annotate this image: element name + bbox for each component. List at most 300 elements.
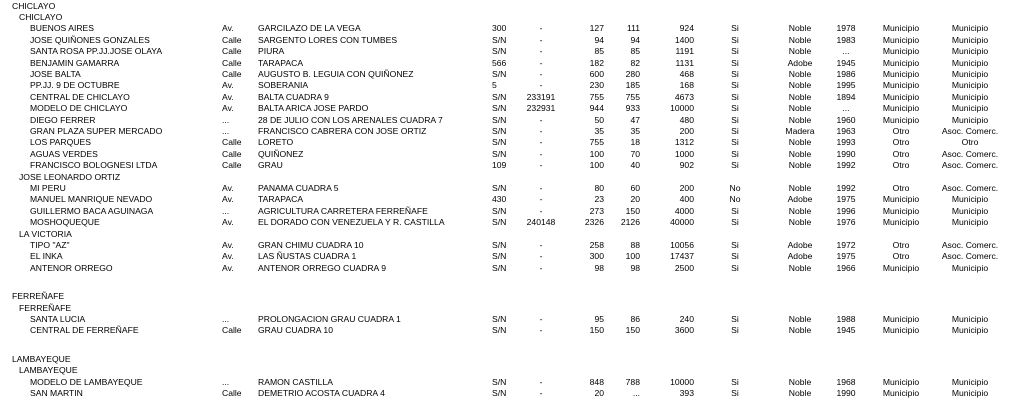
owner: Municipio [882, 194, 920, 205]
address: TARAPACA [258, 194, 304, 205]
flag: Si [731, 23, 739, 34]
value-2: ... [632, 388, 640, 399]
code: - [539, 376, 543, 387]
value-1: 848 [589, 376, 604, 387]
street-type: Calle [222, 68, 242, 79]
street-type: ... [222, 205, 230, 216]
flag: Si [731, 314, 739, 324]
year: 1990 [836, 148, 856, 159]
material: Noble [788, 262, 812, 273]
value-3: 480 [679, 114, 694, 125]
table-row [0, 92, 1010, 103]
street-type: Av. [222, 262, 234, 273]
street-number: S/N [492, 376, 507, 387]
owner: Municipio [882, 57, 920, 68]
market-name: JOSE QUIÑONES GONZALES [30, 34, 150, 45]
street-number: S/N [492, 205, 507, 216]
street-type: Av. [222, 91, 234, 102]
address: PANAMA CUADRA 5 [258, 182, 339, 193]
flag: Si [731, 251, 739, 262]
table-row [0, 194, 1010, 205]
province-header [0, 354, 1010, 365]
table-row [0, 23, 1010, 34]
year: 1945 [836, 325, 856, 336]
street-number: S/N [492, 262, 507, 273]
owner: Municipio [882, 23, 920, 34]
owner: Otro [892, 239, 910, 250]
material: Noble [788, 137, 812, 148]
year: 1975 [836, 194, 856, 205]
owner: Municipio [882, 388, 920, 399]
value-1: 23 [594, 194, 604, 205]
code: - [539, 388, 543, 399]
year: 1972 [836, 239, 856, 250]
code: - [539, 194, 543, 205]
value-1: 755 [589, 137, 604, 148]
value-3: 240 [679, 314, 694, 324]
value-2: 40 [630, 160, 640, 171]
market-name: BENJAMIN GAMARRA [30, 57, 120, 68]
code: - [539, 325, 543, 336]
address: GRAN CHIMU CUADRA 10 [258, 239, 364, 250]
district-name: LA VICTORIA [19, 228, 72, 239]
flag: Si [731, 262, 739, 273]
code: - [539, 205, 543, 216]
owner: Municipio [882, 80, 920, 91]
table-row [0, 137, 1010, 148]
value-3: 1191 [675, 46, 694, 57]
value-2: 20 [630, 194, 640, 205]
value-1: 95 [594, 314, 604, 324]
value-1: 20 [594, 388, 604, 399]
value-1: 300 [589, 251, 604, 262]
street-type: Calle [222, 160, 242, 171]
table-row [0, 160, 1010, 171]
street-type: Calle [222, 46, 242, 57]
value-3: 4673 [674, 91, 694, 102]
street-number: S/N [492, 314, 507, 324]
street-type: Calle [222, 137, 242, 148]
street-type: ... [222, 314, 230, 324]
market-name: SAN MARTIN [30, 388, 83, 399]
address: BALTA ARICA JOSE PARDO [258, 103, 369, 114]
material: Adobe [787, 57, 813, 68]
market-name: ANTENOR ORREGO [30, 262, 113, 273]
table-row [0, 217, 1010, 228]
table-row [0, 377, 1010, 388]
street-type: Calle [222, 148, 242, 159]
market-name: MANUEL MANRIQUE NEVADO [30, 194, 153, 205]
flag: Si [731, 114, 739, 125]
code: - [539, 46, 543, 57]
code: - [539, 239, 543, 250]
value-2: 755 [625, 91, 640, 102]
material: Noble [788, 314, 812, 324]
value-3: 1400 [674, 34, 694, 45]
address: AUGUSTO B. LEGUIA CON QUIÑONEZ [258, 68, 414, 79]
market-name: JOSE BALTA [30, 68, 81, 79]
value-2: 788 [625, 376, 640, 387]
administrator: Municipio [951, 114, 989, 125]
street-number: 109 [492, 160, 507, 171]
value-3: 200 [679, 125, 694, 136]
district-name: LAMBAYEQUE [19, 365, 78, 376]
administrator: Municipio [951, 91, 989, 102]
table-row [0, 240, 1010, 251]
address: 28 DE JULIO CON LOS ARENALES CUADRA 7 [258, 114, 443, 125]
market-name: MI PERU [30, 182, 66, 193]
value-2: 280 [625, 68, 640, 79]
value-3: 400 [679, 194, 694, 205]
code: - [539, 262, 543, 273]
value-1: 600 [589, 68, 604, 79]
owner: Otro [892, 137, 910, 148]
year: 1976 [836, 217, 856, 228]
province-name: CHICLAYO [12, 0, 56, 11]
owner: Municipio [882, 262, 920, 273]
street-number: S/N [492, 148, 507, 159]
value-2: 70 [630, 148, 640, 159]
material: Noble [788, 46, 812, 57]
administrator: Municipio [951, 217, 989, 228]
table-row [0, 183, 1010, 194]
address: FRANCISCO CABRERA CON JOSE ORTIZ [258, 125, 427, 136]
street-number: S/N [492, 388, 507, 399]
material: Noble [788, 182, 812, 193]
year: 1945 [836, 57, 856, 68]
administrator: Municipio [951, 376, 989, 387]
market-name: CENTRAL DE CHICLAYO [30, 91, 130, 102]
owner: Municipio [882, 68, 920, 79]
flag: No [729, 194, 741, 205]
owner: Municipio [882, 114, 920, 125]
market-name: GRAN PLAZA SUPER MERCADO [30, 125, 163, 136]
code: 233191 [526, 91, 556, 102]
flag: Si [731, 325, 739, 336]
value-1: 2326 [584, 217, 604, 228]
street-type: Av. [222, 182, 234, 193]
street-type: ... [222, 376, 230, 387]
street-number: S/N [492, 217, 507, 228]
district-header [0, 12, 1010, 23]
address: ANTENOR ORREGO CUADRA 9 [258, 262, 386, 273]
address: DEMETRIO ACOSTA CUADRA 4 [258, 388, 385, 399]
administrator: Municipio [951, 314, 989, 324]
flag: Si [731, 91, 739, 102]
street-number: S/N [492, 68, 507, 79]
value-2: 185 [625, 80, 640, 91]
district-name: FERREÑAFE [19, 302, 72, 313]
market-name: SANTA ROSA PP.JJ.JOSE OLAYA [30, 46, 163, 57]
flag: Si [731, 80, 739, 91]
street-number: S/N [492, 114, 507, 125]
material: Noble [788, 103, 812, 114]
year: 1978 [836, 23, 856, 34]
flag: Si [731, 103, 739, 114]
owner: Municipio [882, 217, 920, 228]
flag: Si [731, 125, 739, 136]
code: - [539, 114, 543, 125]
code: - [539, 137, 543, 148]
address: RAMON CASTILLA [258, 376, 333, 387]
market-name: BUENOS AIRES [30, 23, 94, 34]
table-row [0, 251, 1010, 262]
address: EL DORADO CON VENEZUELA Y R. CASTILLA [258, 217, 445, 228]
value-3: 468 [679, 68, 694, 79]
district-header [0, 303, 1010, 314]
year: 1968 [836, 376, 856, 387]
value-2: 82 [630, 57, 640, 68]
street-type: ... [222, 125, 230, 136]
year: 1992 [836, 160, 856, 171]
table-row [0, 46, 1010, 57]
province-name: FERREÑAFE [12, 291, 65, 302]
owner: Municipio [882, 91, 920, 102]
code: - [539, 148, 543, 159]
street-type: Calle [222, 388, 242, 399]
street-number: S/N [492, 251, 507, 262]
value-1: 98 [594, 262, 604, 273]
market-name: TIPO "AZ" [30, 239, 70, 250]
street-number: S/N [492, 137, 507, 148]
district-header [0, 365, 1010, 376]
address: BALTA CUADRA 9 [258, 91, 329, 102]
value-3: 40000 [670, 217, 694, 228]
year: 1963 [836, 125, 856, 136]
material: Adobe [787, 251, 813, 262]
table-row [0, 314, 1010, 325]
administrator: Municipio [951, 205, 989, 216]
owner: Otro [892, 125, 910, 136]
owner: Otro [892, 160, 910, 171]
code: - [539, 80, 543, 91]
value-1: 50 [594, 114, 604, 125]
administrator: Asoc. Comerc. [941, 160, 999, 171]
value-3: 1000 [674, 148, 694, 159]
value-2: 47 [630, 114, 640, 125]
value-2: 86 [630, 314, 640, 324]
administrator: Asoc. Comerc. [941, 182, 999, 193]
year: 1993 [836, 137, 856, 148]
year: 1986 [836, 68, 856, 79]
market-name: MODELO DE LAMBAYEQUE [30, 376, 143, 387]
value-2: 111 [626, 23, 640, 34]
street-number: S/N [492, 182, 507, 193]
value-2: 150 [625, 325, 640, 336]
value-3: 902 [679, 160, 694, 171]
material: Noble [788, 205, 812, 216]
street-number: S/N [492, 325, 507, 336]
year: 1894 [836, 91, 856, 102]
material: Madera [785, 125, 815, 136]
address: AGRICULTURA CARRETERA FERREÑAFE [258, 205, 428, 216]
market-name: EL INKA [30, 251, 63, 262]
street-number: 566 [492, 57, 507, 68]
street-type: Av. [222, 23, 234, 34]
year: 1995 [836, 80, 856, 91]
value-1: 100 [589, 148, 604, 159]
table-row [0, 206, 1010, 217]
value-3: 393 [679, 388, 694, 399]
value-3: 10000 [670, 376, 694, 387]
code: - [539, 23, 543, 34]
value-2: 35 [630, 125, 640, 136]
code: - [539, 34, 543, 45]
material: Noble [788, 376, 812, 387]
market-name: PP.JJ. 9 DE OCTUBRE [30, 80, 120, 91]
flag: Si [731, 148, 739, 159]
year: 1975 [836, 251, 856, 262]
flag: Si [731, 57, 739, 68]
value-3: 168 [679, 80, 694, 91]
material: Noble [788, 388, 812, 399]
street-type: Calle [222, 34, 242, 45]
owner: Otro [892, 182, 910, 193]
address: GRAU CUADRA 10 [258, 325, 333, 336]
address: LORETO [258, 137, 294, 148]
material: Noble [788, 91, 812, 102]
year: ... [842, 103, 850, 114]
value-1: 94 [594, 34, 604, 45]
code: - [539, 125, 543, 136]
owner: Municipio [882, 34, 920, 45]
street-number: S/N [492, 239, 507, 250]
value-2: 88 [630, 239, 640, 250]
street-type: Calle [222, 57, 242, 68]
market-name: GUILLERMO BACA AGUINAGA [30, 205, 154, 216]
street-type: Av. [222, 80, 234, 91]
address: PIURA [258, 46, 285, 57]
street-number: S/N [492, 34, 507, 45]
street-type: Av. [222, 103, 234, 114]
material: Adobe [787, 194, 813, 205]
year: 1960 [836, 114, 856, 125]
street-type: Av. [222, 239, 234, 250]
administrator: Municipio [951, 68, 989, 79]
street-number: 300 [492, 23, 507, 34]
market-name: MODELO DE CHICLAYO [30, 103, 128, 114]
administrator: Asoc. Comerc. [941, 239, 999, 250]
value-1: 230 [589, 80, 604, 91]
street-number: S/N [492, 46, 507, 57]
administrator: Asoc. Comerc. [941, 251, 999, 262]
address: GARCILAZO DE LA VEGA [258, 23, 361, 34]
year: ... [842, 46, 850, 57]
administrator: Municipio [951, 388, 989, 399]
value-3: 10000 [670, 103, 694, 114]
material: Noble [788, 325, 812, 336]
market-name: DIEGO FERRER [30, 114, 96, 125]
flag: Si [731, 388, 739, 399]
material: Noble [788, 114, 812, 125]
value-3: 17437 [670, 251, 694, 262]
table-row [0, 126, 1010, 137]
flag: Si [731, 239, 739, 250]
value-1: 150 [589, 325, 604, 336]
year: 1983 [836, 34, 856, 45]
district-header [0, 229, 1010, 240]
district-header [0, 172, 1010, 183]
value-3: 924 [679, 23, 694, 34]
value-3: 200 [679, 182, 694, 193]
code: - [539, 68, 543, 79]
administrator: Municipio [951, 325, 989, 336]
table-row [0, 35, 1010, 46]
street-type: Av. [222, 251, 234, 262]
code: - [539, 57, 543, 68]
material: Noble [788, 217, 812, 228]
value-2: 150 [625, 205, 640, 216]
owner: Municipio [882, 205, 920, 216]
street-number: S/N [492, 125, 507, 136]
value-3: 2500 [674, 262, 694, 273]
administrator: Municipio [951, 57, 989, 68]
address: QUIÑONEZ [258, 148, 304, 159]
code: - [539, 251, 543, 262]
value-1: 85 [594, 46, 604, 57]
address: GRAU [258, 160, 283, 171]
flag: Si [731, 34, 739, 45]
owner: Municipio [882, 325, 920, 336]
administrator: Municipio [951, 34, 989, 45]
table-row [0, 103, 1010, 114]
value-1: 273 [589, 205, 604, 216]
material: Noble [788, 68, 812, 79]
table-row [0, 149, 1010, 160]
flag: Si [731, 137, 739, 148]
year: 1992 [836, 182, 856, 193]
table-row [0, 115, 1010, 126]
value-2: 933 [625, 103, 640, 114]
owner: Otro [892, 251, 910, 262]
value-2: 98 [630, 262, 640, 273]
value-3: 1312 [674, 137, 694, 148]
flag: No [729, 182, 741, 193]
street-type: ... [222, 114, 230, 125]
market-name: FRANCISCO BOLOGNESI LTDA [30, 160, 158, 171]
owner: Municipio [882, 376, 920, 387]
street-number: S/N [492, 91, 507, 102]
year: 1990 [836, 388, 856, 399]
table-row [0, 263, 1010, 274]
administrator: Municipio [951, 46, 989, 57]
value-2: 100 [625, 251, 640, 262]
flag: Si [731, 205, 739, 216]
flag: Si [731, 376, 739, 387]
flag: Si [731, 160, 739, 171]
table-row [0, 325, 1010, 336]
street-number: S/N [492, 103, 507, 114]
value-1: 35 [594, 125, 604, 136]
code: - [539, 160, 543, 171]
province-header [0, 291, 1010, 302]
address: SARGENTO LORES CON TUMBES [258, 34, 398, 45]
address: TARAPACA [258, 57, 304, 68]
value-2: 18 [630, 137, 640, 148]
value-1: 80 [594, 182, 604, 193]
value-2: 94 [630, 34, 640, 45]
value-1: 127 [589, 23, 604, 34]
value-1: 182 [589, 57, 604, 68]
market-name: SANTA LUCIA [30, 314, 86, 324]
owner: Municipio [882, 46, 920, 57]
table-row [0, 58, 1010, 69]
market-name: MOSHOQUEQUE [30, 217, 100, 228]
value-3: 4000 [674, 205, 694, 216]
province-header [0, 1, 1010, 12]
owner: Municipio [882, 314, 920, 324]
administrator: Otro [961, 137, 979, 148]
